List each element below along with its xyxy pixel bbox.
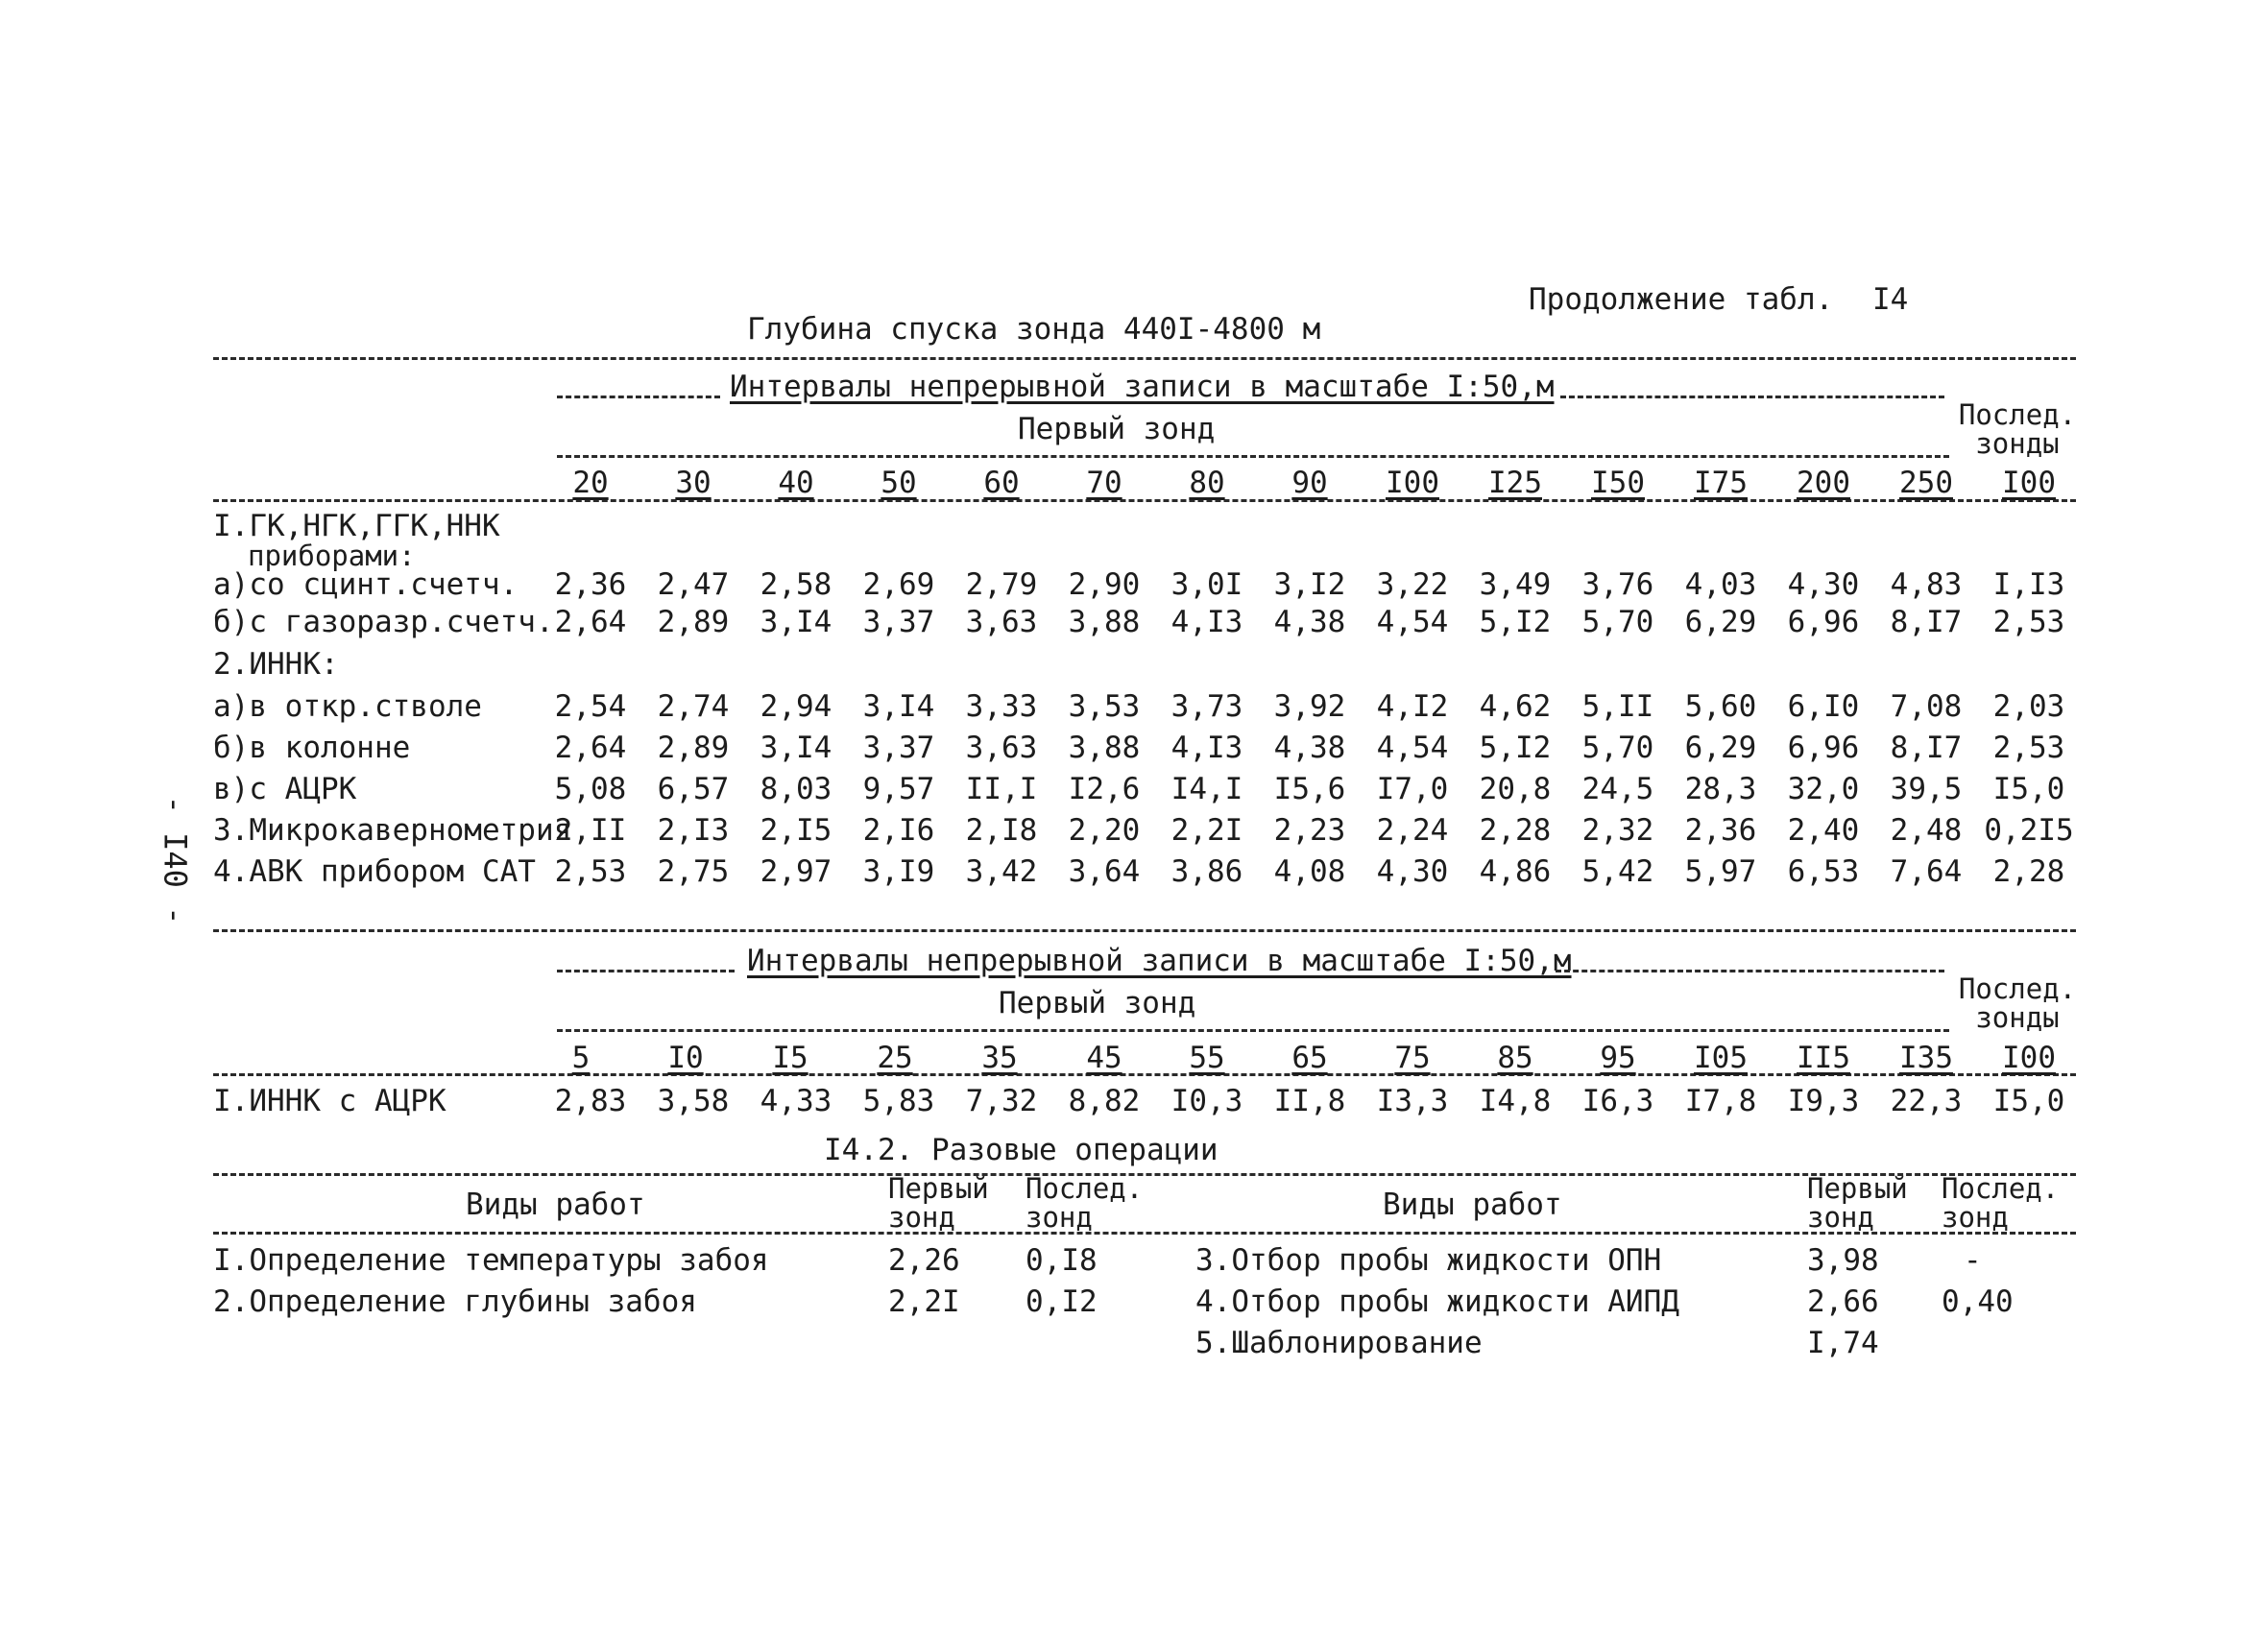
cell: 3,37 — [862, 605, 935, 639]
cell: 6,I0 — [1787, 689, 1860, 724]
cell: 4,30 — [1376, 854, 1449, 889]
rule — [213, 929, 2076, 932]
cell: 3,0I — [1170, 567, 1243, 602]
cell: 2,64 — [554, 605, 627, 639]
cell: 8,82 — [1068, 1084, 1141, 1118]
cell: 7,32 — [965, 1084, 1038, 1118]
row-label: 3.Отбор пробы жидкости ОПН — [1195, 1243, 1662, 1278]
column-header: I75 — [1694, 466, 1748, 500]
cell: 5,70 — [1581, 605, 1654, 639]
cell: 2,53 — [554, 854, 627, 889]
cell: 2,24 — [1376, 813, 1449, 848]
cell: 2,03 — [1992, 689, 2065, 724]
interval-group-header: Интервалы непрерывной записи в масштабе I:50,м — [747, 944, 1572, 978]
column-header: 25 — [877, 1041, 913, 1075]
cell: - — [1964, 1243, 1982, 1278]
cell: I3,3 — [1376, 1084, 1449, 1118]
cell: 2,75 — [657, 854, 730, 889]
column-header: I5 — [772, 1041, 808, 1075]
row-label: в)с АЦРК — [213, 772, 357, 806]
rule — [213, 1232, 2076, 1235]
rule — [1556, 970, 1944, 972]
cell: 2,I3 — [657, 813, 730, 848]
cell: 3,I4 — [760, 731, 832, 765]
cell: 4,86 — [1479, 854, 1552, 889]
cell: 4,I2 — [1376, 689, 1449, 724]
column-header: 50 — [881, 466, 917, 500]
column-header: 55 — [1189, 1041, 1225, 1075]
column-header: I0 — [667, 1041, 704, 1075]
cell: 2,28 — [1992, 854, 2065, 889]
cell: 3,33 — [965, 689, 1038, 724]
table-number: I4 — [1872, 282, 1909, 317]
cell: 4,83 — [1890, 567, 1963, 602]
cell: I4,8 — [1479, 1084, 1552, 1118]
last-probe-header-left: Послед. зонд — [1025, 1172, 1144, 1234]
cell: 0,2I5 — [1984, 813, 2074, 848]
column-header: 40 — [778, 466, 814, 500]
row-label: 3.Микрокавернометрия — [213, 813, 572, 848]
cell: 2,28 — [1479, 813, 1552, 848]
column-header: I25 — [1488, 466, 1542, 500]
cell: 24,5 — [1581, 772, 1654, 806]
cell: 3,64 — [1068, 854, 1141, 889]
column-header: 65 — [1291, 1041, 1328, 1075]
cell: 5,70 — [1581, 731, 1654, 765]
row-label: б)с газоразр.счетч. — [213, 605, 554, 639]
rule — [557, 455, 1949, 458]
cell: 3,I4 — [862, 689, 935, 724]
depth-title: Глубина спуска зонда 440I-4800 м — [747, 312, 1321, 347]
column-header: I05 — [1694, 1041, 1748, 1075]
cell: 3,53 — [1068, 689, 1141, 724]
cell: 4,08 — [1273, 854, 1346, 889]
works-header-right: Виды работ — [1383, 1188, 1562, 1222]
rule — [1560, 396, 1944, 398]
column-header: 250 — [1899, 466, 1953, 500]
cell: 4,I3 — [1170, 731, 1243, 765]
rule — [557, 396, 720, 398]
cell: 2,58 — [760, 567, 832, 602]
cell: 5,II — [1581, 689, 1654, 724]
row-label: б)в колонне — [213, 731, 411, 765]
last-probe-header-right: Послед. зонд — [1942, 1172, 2060, 1234]
column-header: 80 — [1189, 466, 1225, 500]
cell: 2,32 — [1581, 813, 1654, 848]
cell: 3,88 — [1068, 605, 1141, 639]
page-number: - I40 - — [157, 795, 194, 925]
last-probes-header: Послед. зонды — [1958, 398, 2077, 460]
column-header: I00 — [1386, 466, 1439, 500]
cell: 0,I8 — [1025, 1243, 1098, 1278]
cell: 5,60 — [1684, 689, 1757, 724]
cell: 5,83 — [862, 1084, 935, 1118]
cell: 2,89 — [657, 731, 730, 765]
row-label: а)в откр.стволе — [213, 689, 482, 724]
cell: 2,66 — [1807, 1284, 1879, 1319]
cell: I7,0 — [1376, 772, 1449, 806]
cell: 2,2I — [888, 1284, 960, 1319]
cell: 3,42 — [965, 854, 1038, 889]
continuation-label: Продолжение табл. — [1529, 282, 1834, 317]
cell: 3,37 — [862, 731, 935, 765]
cell: 32,0 — [1787, 772, 1860, 806]
cell: 5,97 — [1684, 854, 1757, 889]
cell: 2,89 — [657, 605, 730, 639]
cell: 3,88 — [1068, 731, 1141, 765]
cell: 2,40 — [1787, 813, 1860, 848]
cell: 3,73 — [1170, 689, 1243, 724]
cell: 2,23 — [1273, 813, 1346, 848]
cell: I2,6 — [1068, 772, 1141, 806]
cell: 3,63 — [965, 605, 1038, 639]
cell: 2,36 — [1684, 813, 1757, 848]
column-header: 75 — [1394, 1041, 1431, 1075]
cell: 2,I6 — [862, 813, 935, 848]
cell: 2,26 — [888, 1243, 960, 1278]
cell: 2,II — [554, 813, 627, 848]
cell: 3,92 — [1273, 689, 1346, 724]
cell: 4,54 — [1376, 731, 1449, 765]
cell: 3,86 — [1170, 854, 1243, 889]
cell: 20,8 — [1479, 772, 1552, 806]
column-header: I00 — [2002, 466, 2056, 500]
cell: II,8 — [1273, 1084, 1346, 1118]
first-probe-header: Первый зонд — [1018, 412, 1216, 446]
column-header: 70 — [1086, 466, 1122, 500]
cell: 7,08 — [1890, 689, 1963, 724]
cell: 2,I5 — [760, 813, 832, 848]
column-header: 90 — [1291, 466, 1328, 500]
cell: I5,0 — [1992, 1084, 2065, 1118]
column-header: 95 — [1600, 1041, 1636, 1075]
section-sublabel: приборами: — [248, 540, 416, 572]
cell: 3,49 — [1479, 567, 1552, 602]
row-label: 4.АВК прибором САТ — [213, 854, 536, 889]
cell: 4,38 — [1273, 731, 1346, 765]
cell: I,74 — [1807, 1326, 1879, 1360]
cell: I0,3 — [1170, 1084, 1243, 1118]
column-header: I50 — [1591, 466, 1645, 500]
cell: 6,29 — [1684, 605, 1757, 639]
section-title: I4.2. Разовые операции — [824, 1133, 1218, 1167]
cell: 6,29 — [1684, 731, 1757, 765]
first-probe-header-right: Первый зонд — [1807, 1172, 1908, 1234]
cell: 2,69 — [862, 567, 935, 602]
cell: 2,2I — [1170, 813, 1243, 848]
cell: 8,I7 — [1890, 605, 1963, 639]
row-label: 2.Определение глубины забоя — [213, 1284, 697, 1319]
section-label: 2.ИННК: — [213, 647, 339, 682]
column-header: II5 — [1797, 1041, 1850, 1075]
last-probes-header: Послед. зонды — [1958, 972, 2077, 1034]
rule — [213, 357, 2076, 360]
column-header: 60 — [983, 466, 1020, 500]
column-header: I00 — [2002, 1041, 2056, 1075]
row-label: а)со сцинт.счетч. — [213, 567, 519, 602]
cell: 28,3 — [1684, 772, 1757, 806]
cell: 9,57 — [862, 772, 935, 806]
cell: I4,I — [1170, 772, 1243, 806]
cell: 2,I8 — [965, 813, 1038, 848]
cell: 0,40 — [1942, 1284, 2014, 1319]
rule — [557, 1029, 1949, 1032]
cell: 4,03 — [1684, 567, 1757, 602]
cell: 6,53 — [1787, 854, 1860, 889]
cell: I5,6 — [1273, 772, 1346, 806]
column-header: 5 — [571, 1041, 591, 1075]
cell: 2,47 — [657, 567, 730, 602]
cell: 3,22 — [1376, 567, 1449, 602]
rule — [557, 970, 735, 972]
cell: II,I — [965, 772, 1038, 806]
column-header: 200 — [1797, 466, 1850, 500]
cell: 3,I2 — [1273, 567, 1346, 602]
row-label: I.Определение температуры забоя — [213, 1243, 769, 1278]
cell: 2,48 — [1890, 813, 1963, 848]
cell: 5,08 — [554, 772, 627, 806]
first-probe-header-left: Первый зонд — [888, 1172, 989, 1234]
cell: 5,I2 — [1479, 605, 1552, 639]
cell: 4,62 — [1479, 689, 1552, 724]
cell: I5,0 — [1992, 772, 2065, 806]
cell: 4,30 — [1787, 567, 1860, 602]
cell: 2,79 — [965, 567, 1038, 602]
row-label: I.ИННК с АЦРК — [213, 1084, 446, 1118]
column-header: 45 — [1086, 1041, 1122, 1075]
interval-group-header: Интервалы непрерывной записи в масштабе I:50,м — [730, 370, 1555, 404]
cell: 4,38 — [1273, 605, 1346, 639]
cell: 2,64 — [554, 731, 627, 765]
cell: 2,54 — [554, 689, 627, 724]
cell: 8,I7 — [1890, 731, 1963, 765]
cell: 5,I2 — [1479, 731, 1552, 765]
cell: 3,76 — [1581, 567, 1654, 602]
cell: 5,42 — [1581, 854, 1654, 889]
cell: I9,3 — [1787, 1084, 1860, 1118]
cell: 3,63 — [965, 731, 1038, 765]
cell: 4,54 — [1376, 605, 1449, 639]
cell: 3,98 — [1807, 1243, 1879, 1278]
column-header: 20 — [572, 466, 609, 500]
cell: I7,8 — [1684, 1084, 1757, 1118]
cell: 3,I4 — [760, 605, 832, 639]
cell: 3,I9 — [862, 854, 935, 889]
cell: 4,I3 — [1170, 605, 1243, 639]
column-header: 85 — [1497, 1041, 1533, 1075]
cell: 3,58 — [657, 1084, 730, 1118]
cell: 8,03 — [760, 772, 832, 806]
works-header-left: Виды работ — [466, 1188, 645, 1222]
cell: 6,96 — [1787, 731, 1860, 765]
column-header: I35 — [1899, 1041, 1953, 1075]
cell: I6,3 — [1581, 1084, 1654, 1118]
cell: 2,83 — [554, 1084, 627, 1118]
cell: 2,53 — [1992, 605, 2065, 639]
cell: 22,3 — [1890, 1084, 1963, 1118]
cell: 6,57 — [657, 772, 730, 806]
first-probe-header: Первый зонд — [999, 986, 1196, 1020]
cell: 2,36 — [554, 567, 627, 602]
cell: 2,90 — [1068, 567, 1141, 602]
cell: 2,20 — [1068, 813, 1141, 848]
cell: 2,53 — [1992, 731, 2065, 765]
column-header: 35 — [981, 1041, 1018, 1075]
cell: 7,64 — [1890, 854, 1963, 889]
row-label: 4.Отбор пробы жидкости АИПД — [1195, 1284, 1679, 1319]
cell: 39,5 — [1890, 772, 1963, 806]
section-label: I.ГК,НГК,ГГК,ННК — [213, 509, 500, 543]
row-label: 5.Шаблонирование — [1195, 1326, 1483, 1360]
column-header: 30 — [675, 466, 712, 500]
cell: 0,I2 — [1025, 1284, 1098, 1319]
cell: 2,74 — [657, 689, 730, 724]
cell: 2,97 — [760, 854, 832, 889]
cell: 4,33 — [760, 1084, 832, 1118]
cell: I,I3 — [1992, 567, 2065, 602]
cell: 2,94 — [760, 689, 832, 724]
cell: 6,96 — [1787, 605, 1860, 639]
